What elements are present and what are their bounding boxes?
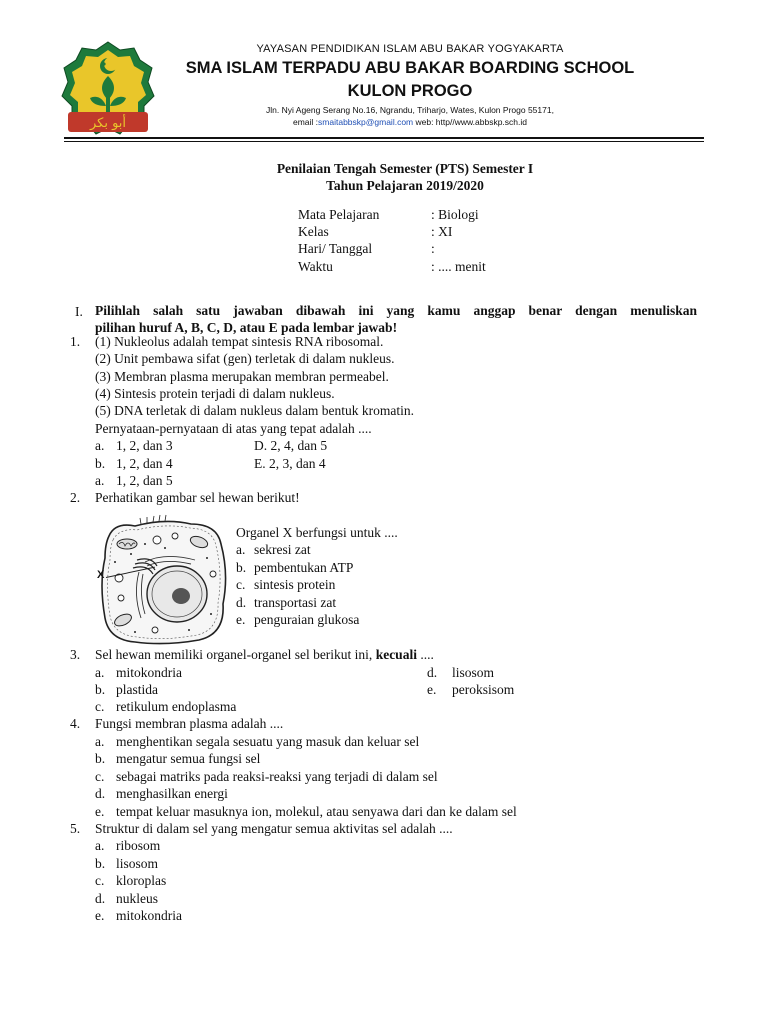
q5-option-c-letter: c. [95,873,105,888]
email-link[interactable]: smaitabbskp@gmail.com [318,117,414,127]
info-label-class: Kelas [298,224,329,239]
foundation-name: YAYASAN PENDIDIKAN ISLAM ABU BAKAR YOGYAKARTA [256,43,564,55]
q5-option-b-text: lisosom [116,856,159,871]
q4-option-d-letter: d. [95,786,106,801]
q2-option-c-letter: c. [236,577,246,592]
q5-option-d-letter: d. [95,891,106,906]
q3-text-tail: .... [416,647,434,662]
q4-option-c-text: sebagai matriks pada reaksi-reaksi yang terjadi di dalam sel [116,769,438,784]
q2-text: Perhatikan gambar sel hewan berikut! [95,490,300,505]
info-value-time: : .... menit [431,259,486,274]
q4-option-a-text: menghentikan segala sesuatu yang masuk dan keluar sel [116,734,420,749]
q1-option-b-letter: b. [95,456,106,471]
school-logo [60,40,156,136]
q4-option-e-text: tempat keluar masuknya ion, molekul, atau senyawa dari dan ke dalam sel [116,804,517,819]
q4-option-d-text: menghasilkan energi [116,786,228,801]
q5-option-e-text: mitokondria [116,908,182,923]
q1-option-d: D. 2, 4, dan 5 [254,438,328,453]
q2-option-e-letter: e. [236,612,246,627]
exam-year: Tahun Pelajaran 2019/2020 [326,178,484,193]
info-label-time: Waktu [298,259,333,274]
q3-number: 3. [70,647,81,662]
svg-text:أبو بكر: أبو بكر [89,116,127,131]
organelle-x-label: X [97,569,105,581]
q3-option-b-text: plastida [116,682,158,697]
q2-option-d-text: transportasi zat [254,595,337,610]
q3-text [95,646,434,663]
exam-title: Penilaian Tengah Semester (PTS) Semester I [276,161,534,176]
q3-option-a-text: mitokondria [116,665,182,680]
q1-option-a-letter: a. [95,438,105,453]
q1-statement-5: (5) DNA terletak di dalam nukleus dalam bentuk kromatin. [95,403,415,418]
q4-option-a-letter: a. [95,734,105,749]
q4-text: Fungsi membran plasma adalah .... [95,716,284,731]
q3-option-e-letter: e. [427,682,437,697]
q1-option-e: E. 2, 3, dan 4 [254,456,326,471]
q3-option-a-letter: a. [95,665,105,680]
q4-option-e-letter: e. [95,804,105,819]
instruction-line-2: pilihan huruf A, B, C, D, atau E pada lembar jawab! [95,320,398,335]
q2-option-b-letter: b. [236,560,247,575]
q1-option-c-text: 1, 2, dan 5 [116,473,173,488]
q3-option-b-letter: b. [95,682,106,697]
q1-statement-3: (3) Membran plasma merupakan membran permeabel. [95,369,389,384]
info-label-date: Hari/ Tanggal [298,241,373,256]
q3-text-emphasis: kecuali [375,647,417,662]
q5-option-e-letter: e. [95,908,105,923]
q3-option-d-letter: d. [427,665,438,680]
q1-statement-2: (2) Unit pembawa sifat (gen) terletak di dalam nukleus. [95,351,395,366]
q5-option-c-text: kloroplas [116,873,167,888]
q2-option-a-letter: a. [236,542,246,557]
q3-option-c-letter: c. [95,699,105,714]
school-contact [160,117,660,127]
q2-option-c-text: sintesis protein [254,577,336,592]
q2-option-e-text: penguraian glukosa [254,612,360,627]
q3-option-c-text: retikulum endoplasma [116,699,237,714]
q5-text: Struktur di dalam sel yang mengatur semua aktivitas sel adalah .... [95,821,453,836]
q3-text-main: Sel hewan memiliki organel-organel sel berikut ini, [95,647,373,662]
q4-number: 4. [70,716,81,731]
q4-option-b-text: mengatur semua fungsi sel [116,751,261,766]
q3-option-e-text: peroksisom [452,682,515,697]
info-value-subject: : Biologi [431,207,479,222]
q1-option-c-letter: a. [95,473,105,488]
q4-option-b-letter: b. [95,751,106,766]
q3-option-d-text: lisosom [452,665,495,680]
section-number: I. [75,304,83,319]
q1-statement-4: (4) Sintesis protein terjadi di dalam nukleus. [95,386,335,401]
school-region: KULON PROGO [347,82,473,100]
info-value-class: : XI [431,224,453,239]
info-label-subject: Mata Pelajaran [298,207,380,222]
q5-option-b-letter: b. [95,856,106,871]
email-label: email : [293,117,319,127]
q2-number: 2. [70,490,81,505]
school-address: Jln. Nyi Ageng Serang No.16, Ngrandu, Triharjo, Wates, Kulon Progo 55171, [266,105,554,115]
animal-cell-diagram [95,514,230,649]
q5-option-a-text: ribosom [116,838,161,853]
header-divider-thin [64,141,704,142]
q1-statement-1: (1) Nukleolus adalah tempat sintesis RNA ribosomal. [95,334,384,349]
q2-option-d-letter: d. [236,595,247,610]
q1-number: 1. [70,334,81,349]
instruction-line-1: Pilihlah salah satu jawaban dibawah ini yang kamu anggap benar dengan menuliskan [95,303,697,318]
q2-option-a-text: sekresi zat [254,542,311,557]
header-divider [64,137,704,139]
q2-prompt: Organel X berfungsi untuk .... [236,525,398,540]
q1-option-b-text: 1, 2, dan 4 [116,456,173,471]
q4-option-c-letter: c. [95,769,105,784]
q5-option-d-text: nukleus [116,891,158,906]
q5-option-a-letter: a. [95,838,105,853]
q5-number: 5. [70,821,81,836]
q2-option-b-text: pembentukan ATP [254,560,354,575]
info-value-date: : [431,241,435,256]
q1-option-a-text: 1, 2, dan 3 [116,438,173,453]
q1-prompt: Pernyataan-pernyataan di atas yang tepat adalah .... [95,421,372,436]
web-address: web: http//www.abbskp.sch.id [413,117,527,127]
school-name: SMA ISLAM TERPADU ABU BAKAR BOARDING SCHOOL [185,59,635,77]
